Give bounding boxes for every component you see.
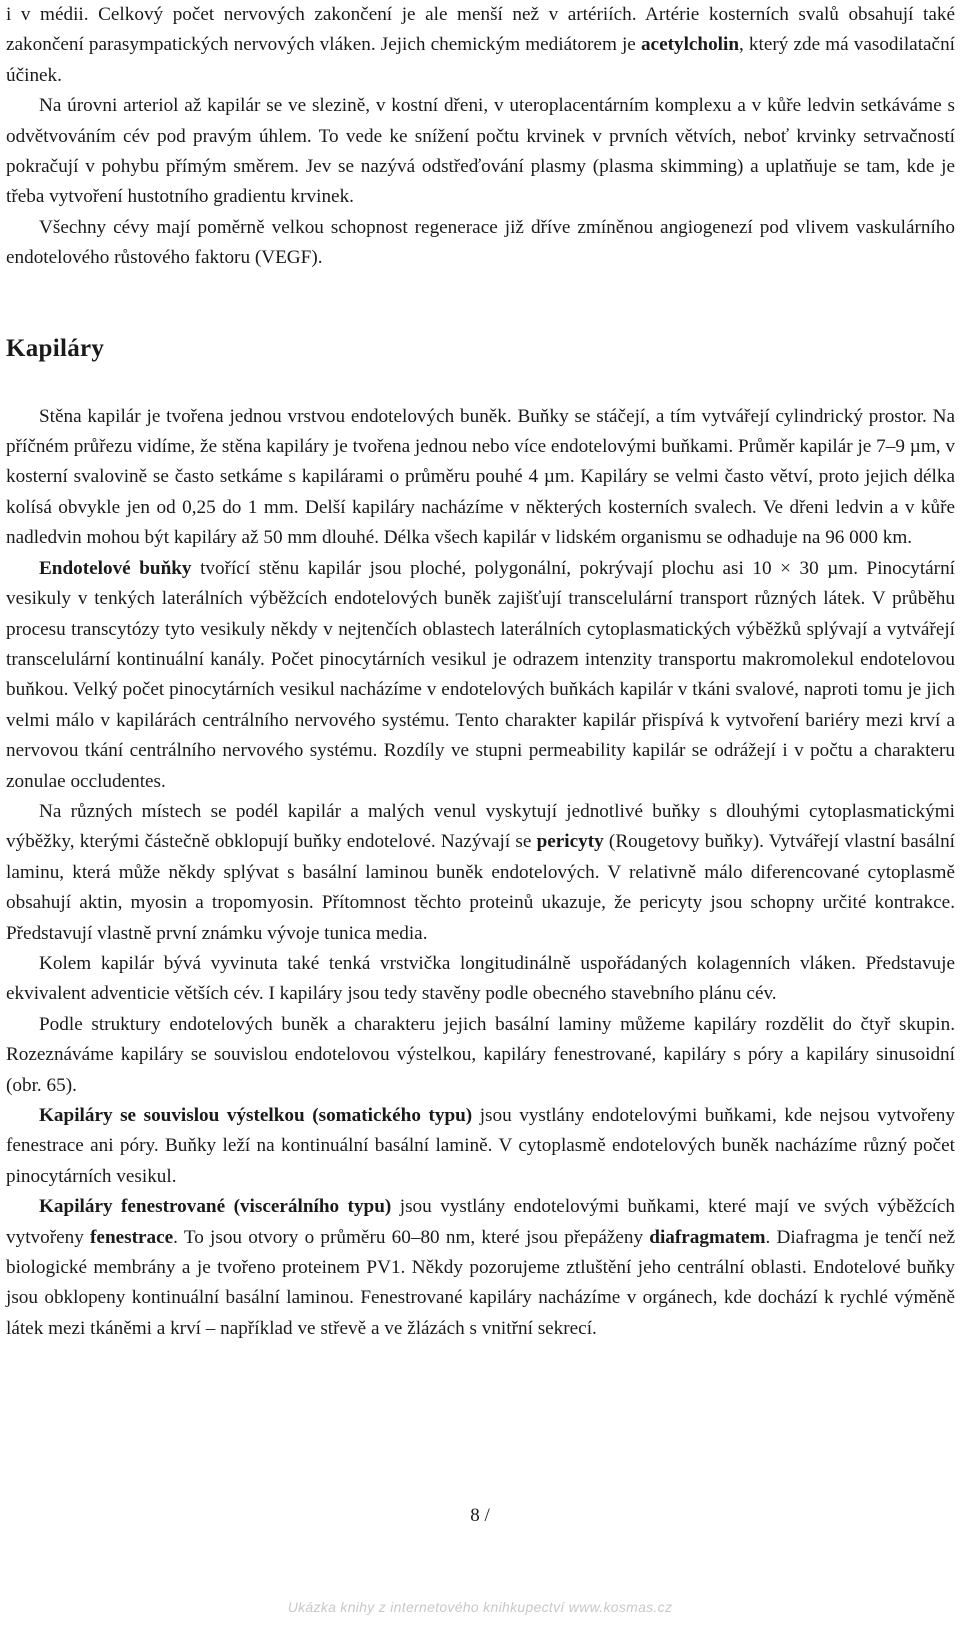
bold-term: acetylcholin <box>640 34 740 56</box>
paragraph: Kolem kapilár bývá vyvinuta také tenká vrstvička longitudinálně uspořádaných kolagenních vláken. Představuje ekvivalent adventicie větších cév. I kapiláry jsou tedy stavěny podle obecného stavebního plánu cév. <box>6 952 955 1005</box>
paragraph: Podle struktury endotelových buněk a charakteru jejich basální laminy můžeme kapiláry rozdělit do čtyř skupin. Rozeznáváme kapiláry se souvislou endotelovou výstelkou, kapiláry fenestrované, kapiláry s póry a kapiláry sinusoidní (obr. 65). <box>6 1013 955 1096</box>
paragraph: Na úrovni arteriol až kapilár se ve slezině, v kostní dřeni, v uteroplacentárním komplexu a v kůře ledvin setkáváme s odvětvováním cév pod pravým úhlem. To vede ke snížení počtu krvinek v prvních větvích, neboť krvinky setrvačností pokračují v pohybu přímým směrem. Jev se nazývá odstřeďování plasmy (plasma skimming) a uplatňuje se tam, kde je třeba vytvoření hustotního gradientu krvinek. <box>6 95 955 208</box>
paragraph: Všechny cévy mají poměrně velkou schopnost regenerace již dříve zmíněnou angiogenezí pod vlivem vaskulárního endotelového růstového faktoru (VEGF). <box>6 216 955 269</box>
watermark-footer: Ukázka knihy z internetového knihkupectví www.kosmas.cz <box>287 1599 673 1615</box>
page-body <box>6 0 955 1344</box>
bold-term: fenestrace <box>90 1226 174 1248</box>
paragraph: Kapiláry se souvislou výstelkou (somatického typu) jsou vystlány endotelovými buňkami, kde nejsou vytvořeny fenestrace ani póry. Buňky leží na kontinuální basální lamině. V cytoplasmě endotelových buněk nacházíme různý počet pinocytárních vesikul. <box>6 1105 955 1187</box>
page-number: 8 / <box>470 1505 490 1526</box>
section-heading: Kapiláry <box>6 334 105 362</box>
paragraph: Endotelové buňky tvořící stěnu kapilár jsou ploché, polygonální, pokrývají plochu asi 10 × 30 µm. Pinocytární vesikuly v tenkých laterálních výběžcích endotelových buněk zajišťují transcelulární transport různých látek. V průběhu procesu transcytózy tyto vesikuly někdy v nejtenčích oblastech laterálních cytoplasmatických výběžků splývají a vytvářejí transcelulární kontinuální kanály. Počet pinocytárních vesikul je odrazem intenzity transportu makromolekul endotelovou buňkou. Velký počet pinocytárních vesikul nacházíme v endotelových buňkách kapilár v tkáni svalové, naproti tomu je jich velmi málo v kapilárách centrálního nervového systému. Tento charakter kapilár přispívá k vytvoření bariéry mezi krví a nervovou tkání centrálního nervového systému. Rozdíly ve stupni permeability kapilár se odrážejí i v počtu a charakteru zonulae occludentes. <box>6 557 956 792</box>
bold-term: Kapiláry se souvislou výstelkou (somatického typu) <box>39 1105 473 1126</box>
bold-term: diafragmatem <box>649 1226 766 1248</box>
bold-term: Kapiláry fenestrované (viscerálního typu) <box>39 1196 392 1218</box>
paragraph: i v médii. Celkový počet nervových zakončení je ale menší než v artériích. Artérie kosterních svalů obsahují také zakončení parasympatických nervových vláken. Jejich chemickým mediátorem je acetylcholin, který zde má vasodilatační účinek. <box>6 4 955 86</box>
paragraph: Stěna kapilár je tvořena jednou vrstvou endotelových buněk. Buňky se stáčejí, a tím vytvářejí cylindrický prostor. Na příčném průřezu vidíme, že stěna kapiláry je tvořena jednou nebo více endotelovými buňkami. Průměr kapilár je 7–9 µm, v kosterní svalovině se často setkáme s kapilárami o průměru pouhé 4 µm. Kapiláry se velmi často větví, proto jejich délka kolísá obvykle jen od 0,25 do 1 mm. Delší kapiláry nacházíme v některých kosterních svalech. Ve dřeni ledvin a v kůře nadledvin mohou být kapiláry až 50 mm dlouhé. Délka všech kapilár v lidském organismu se odhaduje na 96 000 km. <box>6 405 955 549</box>
paragraph: Na různých místech se podél kapilár a malých venul vyskytují jednotlivé buňky s dlouhými cytoplasmatickými výběžky, kterými částečně obklopují buňky endotelové. Nazývají se pericyty (Rougetovy buňky). Vytvářejí vlastní basální laminu, která může někdy splývat s basální laminou buněk endotelových. V relativně málo diferencované cytoplasmě obsahují aktin, myosin a tropomyosin. Přítomnost těchto proteinů ukazuje, že pericyty jsou schopny určité kontrakce. Představují vlastně první známku vývoje tunica media. <box>6 800 955 944</box>
bold-term: pericyty <box>536 831 604 853</box>
paragraph: Kapiláry fenestrované (viscerálního typu) jsou vystlány endotelovými buňkami, které mají ve svých výběžcích vytvořeny fenestrace. To jsou otvory o průměru 60–80 nm, které jsou přepáženy diafragmatem. Diafragma je tenčí než biologické membrány a je tvořeno proteinem PV1. Někdy pozorujeme ztluštění jeho centrální oblasti. Endotelové buňky jsou obklopeny kontinuální basální laminou. Fenestrované kapiláry nacházíme v orgánech, kde dochází k rychlé výměně látek mezi tkáněmi a krví – například ve střevě a ve žlázách s vnitřní sekrecí. <box>6 1196 955 1339</box>
bold-term: Endotelové buňky <box>39 557 192 579</box>
